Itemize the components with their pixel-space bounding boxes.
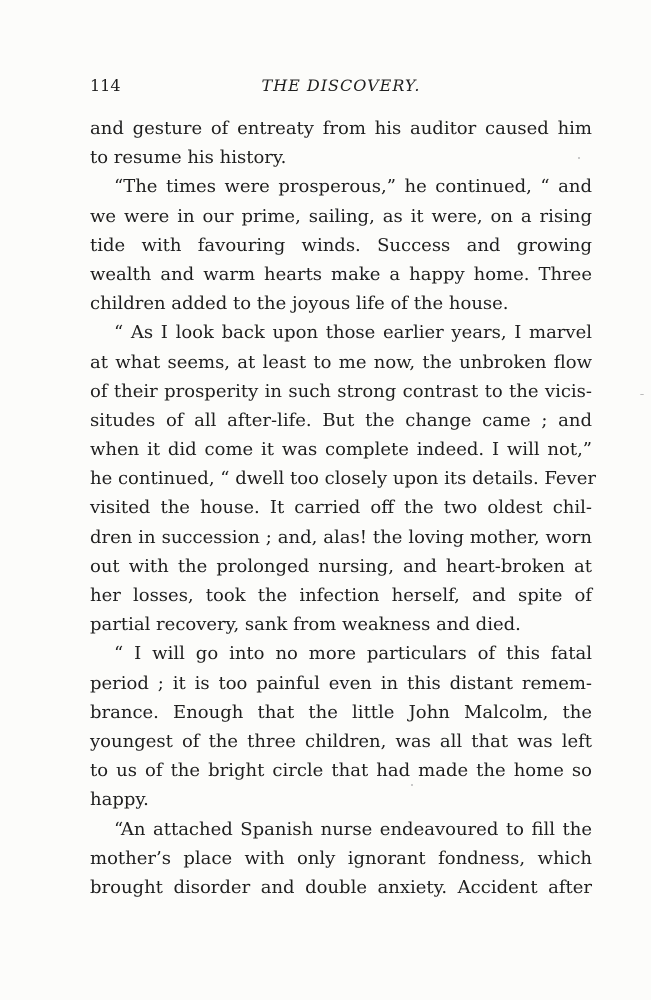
text-line: and gesture of entreaty from his auditor caused him [90,118,592,139]
text-line: “ I will go into no more particulars of this fatal [114,643,592,665]
text-line: visited the house. It carried off the two oldest chil- [90,497,592,519]
text-line: dren in succession ; and, alas! the loving mother, worn [90,526,592,548]
text-line: “The times were prosperous,” he continued, “ and [114,176,592,198]
text-line: out with the prolonged nursing, and heart-broken at [90,555,592,577]
page-header [90,76,592,98]
text-line: youngest of the three children, was all that was left [90,730,592,752]
text-line: “An attached Spanish nurse endeavoured to fill the [114,818,592,840]
text-line: brought disorder and double anxiety. Accident after [90,876,592,898]
text-line: when it did come it was complete indeed. I will not,” [90,439,592,461]
text-line: partial recovery, sank from weakness and died. [90,614,521,636]
text-line: children added to the joyous life of the house. [90,293,509,315]
ink-speck [640,394,644,395]
text-line: brance. Enough that the little John Malcolm, the [90,701,592,723]
text-line: to resume his history. [90,147,287,169]
text-line: period ; it is too painful even in this distant remem- [90,672,592,694]
text-line: situdes of all after-life. But the change came ; and [90,409,592,431]
text-line: he continued, “ dwell too closely upon its details. Fever [90,468,596,490]
page-number: 114 [90,76,121,95]
text-line: her losses, took the infection herself, and spite of [90,585,592,606]
text-line: to us of the bright circle that had made the home so [90,760,592,782]
running-head: THE DISCOVERY. [261,76,421,95]
text-line: “ As I look back upon those earlier years, I marvel [114,322,592,344]
text-line: wealth and warm hearts make a happy home. Three [90,263,592,285]
text-line: of their prosperity in such strong contrast to the vicis- [90,380,592,402]
text-line: we were in our prime, sailing, as it were, on a rising [90,205,592,227]
text-line: mother’s place with only ignorant fondness, which [90,847,592,869]
text-line: happy. [90,789,149,811]
text-line: at what seems, at least to me now, the unbroken flow [90,351,592,373]
text-line: tide with favouring winds. Success and growing [90,234,592,256]
body-text [90,114,596,902]
